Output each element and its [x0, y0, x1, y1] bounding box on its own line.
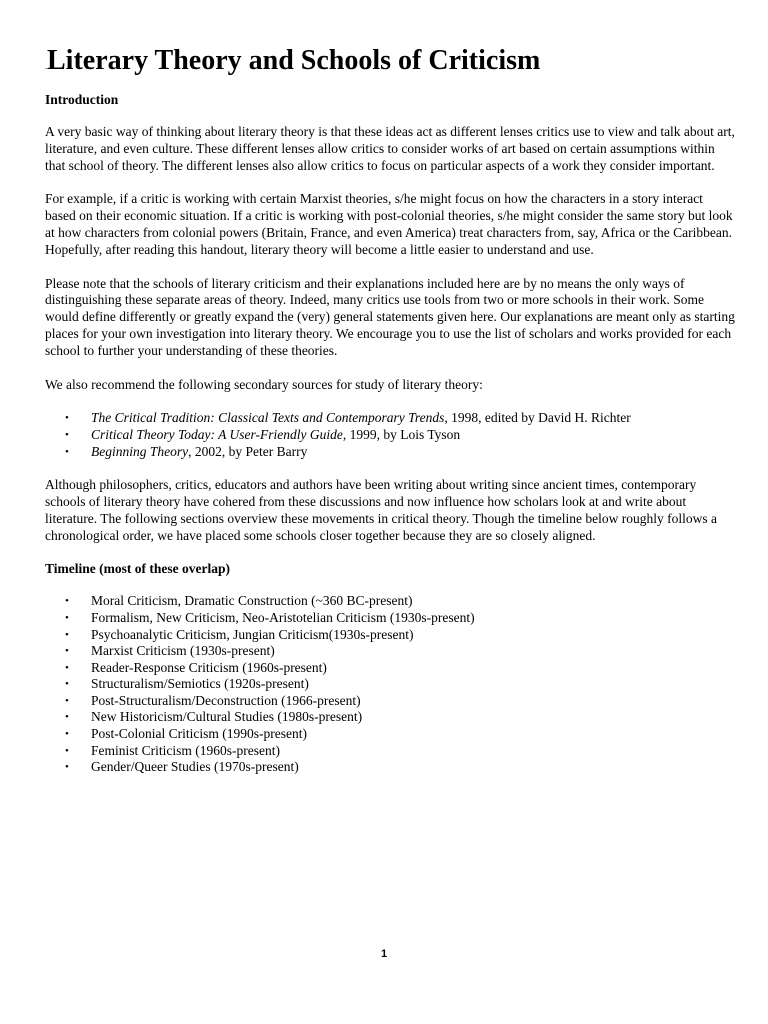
timeline-item: • Marxist Criticism (1930s-present): [45, 643, 735, 660]
timeline-item: • New Historicism/Cultural Studies (1980s-present): [45, 709, 735, 726]
source-details: , 2002, by Peter Barry: [188, 443, 308, 459]
document-page: [45, 44, 735, 793]
paragraph-2: For example, if a critic is working with certain Marxist theories, s/he might focus on how the characters in a story interact based on their economic situation. If a critic is working with post-colonial theories, s/he might consider the same story but look at how characters from colonial powers (Britain, France, and even America) treat characters from, say, Africa or the Caribbean. Hopefully, after reading this handout, literary theory will become a little easier to understand and use.: [45, 191, 733, 257]
timeline-item: • Psychoanalytic Criticism, Jungian Criticism(1930s-present): [45, 627, 735, 644]
source-details: , 1998, edited by David H. Richter: [444, 410, 631, 426]
title-row: [45, 44, 735, 78]
timeline-item: • Feminist Criticism (1960s-present): [45, 743, 735, 760]
paragraph-5: Although philosophers, critics, educators and authors have been writing about writing since ancient times, contemporary schools of literary theory have cohered from these discussions and now influence how scholars look at and write about literature. The following sections overview these movements in critical theory. Though the timeline below roughly follows a chronological order, we have placed some schools closer together because they are so closely aligned.: [45, 477, 717, 543]
timeline-item: • Post-Colonial Criticism (1990s-present): [45, 726, 735, 743]
timeline-list: [45, 593, 735, 776]
paragraph-3: Please note that the schools of literary criticism and their explanations included here are by no means the only ways of distinguishing these separate areas of theory. Indeed, many critics use tools from two or more schools in their work. Some would define differently or greatly expand the (very) general statements given here. Our explanations are meant only as starting places for your own investigation into literary theory. We encourage you to use the list of scholars and works provided for each school to further your understanding of these theories.: [45, 275, 735, 358]
document-title: Literary Theory and Schools of Criticism: [47, 45, 541, 76]
sources-list: [45, 410, 735, 460]
source-item: [45, 410, 735, 427]
source-item: [45, 427, 735, 444]
page-number: 1: [380, 948, 388, 960]
source-title: Beginning Theory: [91, 443, 189, 459]
timeline-item: • Gender/Queer Studies (1970s-present): [45, 759, 735, 776]
intro-heading: Introduction: [45, 92, 119, 107]
source-title: The Critical Tradition: Classical Texts and Contemporary Trends: [91, 410, 445, 426]
timeline-item: • Structuralism/Semiotics (1920s-present): [45, 676, 735, 693]
title-mark: .: [45, 62, 47, 71]
timeline-item: • Moral Criticism, Dramatic Construction (~360 BC-present): [45, 593, 735, 610]
timeline-item: • Reader-Response Criticism (1960s-present): [45, 660, 735, 677]
timeline-item: • Formalism, New Criticism, Neo-Aristotelian Criticism (1930s-present): [45, 610, 735, 627]
source-item: [45, 444, 735, 461]
paragraph-4: We also recommend the following secondary sources for study of literary theory:: [45, 376, 483, 392]
timeline-heading: Timeline (most of these overlap): [45, 561, 230, 577]
source-details: , 1999, by Lois Tyson: [342, 426, 461, 442]
timeline-item: • Post-Structuralism/Deconstruction (1966-present): [45, 693, 735, 710]
paragraph-1: A very basic way of thinking about literary theory is that these ideas act as different lenses critics use to view and talk about art, literature, and even culture. These different lenses allow critics to consider works of art based on certain assumptions within that school of theory. The different lenses also allow critics to focus on particular aspects of a work they consider important.: [45, 124, 735, 173]
source-title: Critical Theory Today: A User-Friendly Guide: [91, 426, 343, 442]
